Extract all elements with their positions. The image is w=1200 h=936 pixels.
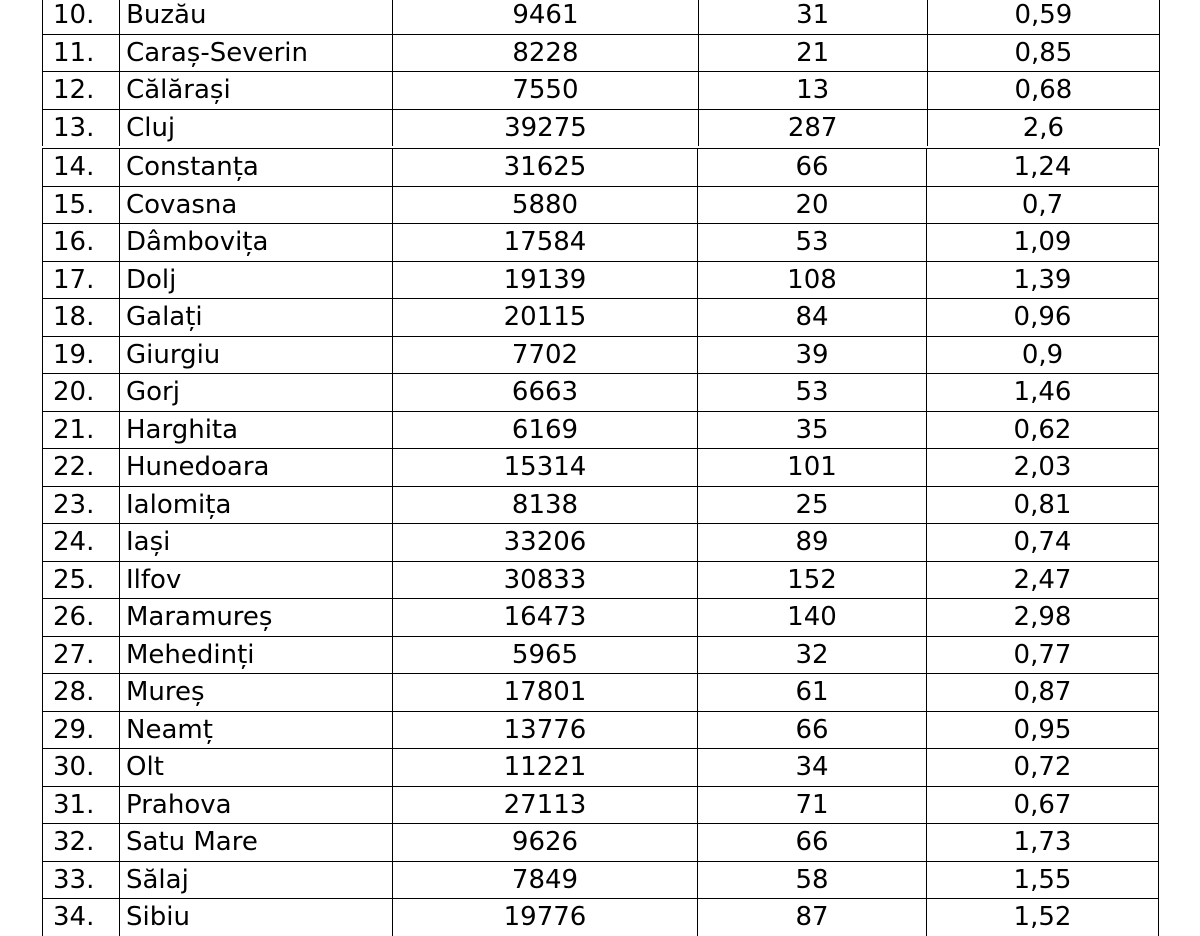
value-a-cell: 20115 <box>393 299 698 337</box>
county-name-cell: Dolj <box>120 261 393 299</box>
value-b-cell: 35 <box>698 411 927 449</box>
value-a-cell: 27113 <box>393 786 698 824</box>
county-name-cell: Prahova <box>120 786 393 824</box>
county-name-cell: Galați <box>120 299 393 337</box>
value-c-cell: 2,98 <box>927 599 1159 637</box>
row-number-cell: 23. <box>43 486 120 524</box>
county-name-cell: Ialomița <box>120 486 393 524</box>
value-b-cell: 89 <box>698 524 927 562</box>
row-number-cell: 10. <box>43 0 120 34</box>
value-c-cell: 0,7 <box>927 186 1159 224</box>
value-c-cell: 0,87 <box>927 674 1159 712</box>
value-b-cell: 58 <box>698 861 927 899</box>
table-row <box>43 224 1159 262</box>
value-c-cell: 0,81 <box>927 486 1159 524</box>
value-c-cell: 0,72 <box>927 749 1159 787</box>
value-c-cell: 2,47 <box>927 561 1159 599</box>
value-a-cell: 6663 <box>393 374 698 412</box>
county-table-main <box>42 148 1159 936</box>
county-name-cell: Maramureș <box>120 599 393 637</box>
county-name-cell: Mehedinți <box>120 636 393 674</box>
row-number-cell: 29. <box>43 711 120 749</box>
county-name-cell: Dâmbovița <box>120 224 393 262</box>
row-number-cell: 11. <box>43 34 120 72</box>
row-number-cell: 14. <box>43 149 120 187</box>
table-row <box>43 411 1159 449</box>
table-row <box>43 0 1160 34</box>
table-row <box>43 149 1159 187</box>
row-number-cell: 19. <box>43 336 120 374</box>
value-b-cell: 101 <box>698 449 927 487</box>
table-row <box>43 561 1159 599</box>
value-c-cell: 1,55 <box>927 861 1159 899</box>
value-a-cell: 13776 <box>393 711 698 749</box>
county-name-cell: Olt <box>120 749 393 787</box>
value-b-cell: 31 <box>698 0 927 34</box>
value-b-cell: 61 <box>698 674 927 712</box>
value-a-cell: 19776 <box>393 899 698 936</box>
row-number-cell: 26. <box>43 599 120 637</box>
value-a-cell: 15314 <box>393 449 698 487</box>
value-b-cell: 34 <box>698 749 927 787</box>
value-b-cell: 87 <box>698 899 927 936</box>
value-c-cell: 2,03 <box>927 449 1159 487</box>
value-c-cell: 0,85 <box>927 34 1159 72</box>
value-c-cell: 0,62 <box>927 411 1159 449</box>
value-b-cell: 84 <box>698 299 927 337</box>
value-a-cell: 7849 <box>393 861 698 899</box>
row-number-cell: 31. <box>43 786 120 824</box>
value-b-cell: 13 <box>698 72 927 110</box>
county-name-cell: Satu Mare <box>120 824 393 862</box>
county-name-cell: Buzău <box>120 0 393 34</box>
value-b-cell: 53 <box>698 374 927 412</box>
table-row <box>43 374 1159 412</box>
county-name-cell: Caraș-Severin <box>120 34 393 72</box>
value-c-cell: 0,95 <box>927 711 1159 749</box>
value-b-cell: 66 <box>698 824 927 862</box>
value-a-cell: 6169 <box>393 411 698 449</box>
value-a-cell: 31625 <box>393 149 698 187</box>
value-a-cell: 9461 <box>393 0 698 34</box>
value-a-cell: 17584 <box>393 224 698 262</box>
value-a-cell: 8138 <box>393 486 698 524</box>
value-a-cell: 11221 <box>393 749 698 787</box>
county-name-cell: Constanța <box>120 149 393 187</box>
table-row <box>43 486 1159 524</box>
table-row <box>43 861 1159 899</box>
row-number-cell: 17. <box>43 261 120 299</box>
table-row <box>43 72 1160 110</box>
county-table-top <box>42 0 1160 146</box>
table-row <box>43 299 1159 337</box>
county-name-cell: Mureș <box>120 674 393 712</box>
row-number-cell: 22. <box>43 449 120 487</box>
value-c-cell: 1,39 <box>927 261 1159 299</box>
value-b-cell: 66 <box>698 149 927 187</box>
row-number-cell: 20. <box>43 374 120 412</box>
county-name-cell: Sibiu <box>120 899 393 936</box>
value-c-cell: 1,09 <box>927 224 1159 262</box>
value-b-cell: 32 <box>698 636 927 674</box>
value-a-cell: 16473 <box>393 599 698 637</box>
value-b-cell: 39 <box>698 336 927 374</box>
county-name-cell: Hunedoara <box>120 449 393 487</box>
value-b-cell: 287 <box>698 109 927 146</box>
value-a-cell: 33206 <box>393 524 698 562</box>
table-row <box>43 186 1159 224</box>
row-number-cell: 15. <box>43 186 120 224</box>
value-a-cell: 19139 <box>393 261 698 299</box>
table-row <box>43 34 1160 72</box>
county-name-cell: Neamț <box>120 711 393 749</box>
county-name-cell: Călărași <box>120 72 393 110</box>
row-number-cell: 13. <box>43 109 120 146</box>
county-name-cell: Sălaj <box>120 861 393 899</box>
table-row <box>43 711 1159 749</box>
value-a-cell: 8228 <box>393 34 698 72</box>
table-row <box>43 636 1159 674</box>
table-row <box>43 786 1159 824</box>
value-c-cell: 0,9 <box>927 336 1159 374</box>
county-name-cell: Gorj <box>120 374 393 412</box>
value-b-cell: 21 <box>698 34 927 72</box>
row-number-cell: 27. <box>43 636 120 674</box>
row-number-cell: 33. <box>43 861 120 899</box>
county-name-cell: Cluj <box>120 109 393 146</box>
value-c-cell: 0,77 <box>927 636 1159 674</box>
table-row <box>43 824 1159 862</box>
value-b-cell: 25 <box>698 486 927 524</box>
row-number-cell: 28. <box>43 674 120 712</box>
value-c-cell: 0,67 <box>927 786 1159 824</box>
value-c-cell: 1,73 <box>927 824 1159 862</box>
value-a-cell: 9626 <box>393 824 698 862</box>
value-b-cell: 71 <box>698 786 927 824</box>
row-number-cell: 25. <box>43 561 120 599</box>
row-number-cell: 16. <box>43 224 120 262</box>
value-c-cell: 1,24 <box>927 149 1159 187</box>
row-number-cell: 30. <box>43 749 120 787</box>
value-a-cell: 7550 <box>393 72 698 110</box>
value-a-cell: 5880 <box>393 186 698 224</box>
row-number-cell: 24. <box>43 524 120 562</box>
table-row <box>43 674 1159 712</box>
value-a-cell: 17801 <box>393 674 698 712</box>
table-row <box>43 261 1159 299</box>
county-name-cell: Harghita <box>120 411 393 449</box>
row-number-cell: 12. <box>43 72 120 110</box>
row-number-cell: 21. <box>43 411 120 449</box>
table-row <box>43 109 1160 146</box>
value-a-cell: 7702 <box>393 336 698 374</box>
row-number-cell: 34. <box>43 899 120 936</box>
value-c-cell: 1,46 <box>927 374 1159 412</box>
table-row <box>43 524 1159 562</box>
table-row <box>43 336 1159 374</box>
county-name-cell: Covasna <box>120 186 393 224</box>
county-name-cell: Giurgiu <box>120 336 393 374</box>
value-c-cell: 0,59 <box>927 0 1159 34</box>
value-c-cell: 2,6 <box>927 109 1159 146</box>
value-b-cell: 152 <box>698 561 927 599</box>
county-name-cell: Ilfov <box>120 561 393 599</box>
value-b-cell: 20 <box>698 186 927 224</box>
value-c-cell: 0,68 <box>927 72 1159 110</box>
value-b-cell: 140 <box>698 599 927 637</box>
value-c-cell: 0,96 <box>927 299 1159 337</box>
value-a-cell: 39275 <box>393 109 698 146</box>
value-c-cell: 1,52 <box>927 899 1159 936</box>
value-c-cell: 0,74 <box>927 524 1159 562</box>
value-b-cell: 108 <box>698 261 927 299</box>
value-b-cell: 66 <box>698 711 927 749</box>
row-number-cell: 18. <box>43 299 120 337</box>
table-row <box>43 449 1159 487</box>
value-a-cell: 30833 <box>393 561 698 599</box>
table-row <box>43 599 1159 637</box>
value-b-cell: 53 <box>698 224 927 262</box>
table-row <box>43 749 1159 787</box>
row-number-cell: 32. <box>43 824 120 862</box>
table-row <box>43 899 1159 936</box>
value-a-cell: 5965 <box>393 636 698 674</box>
county-name-cell: Iași <box>120 524 393 562</box>
